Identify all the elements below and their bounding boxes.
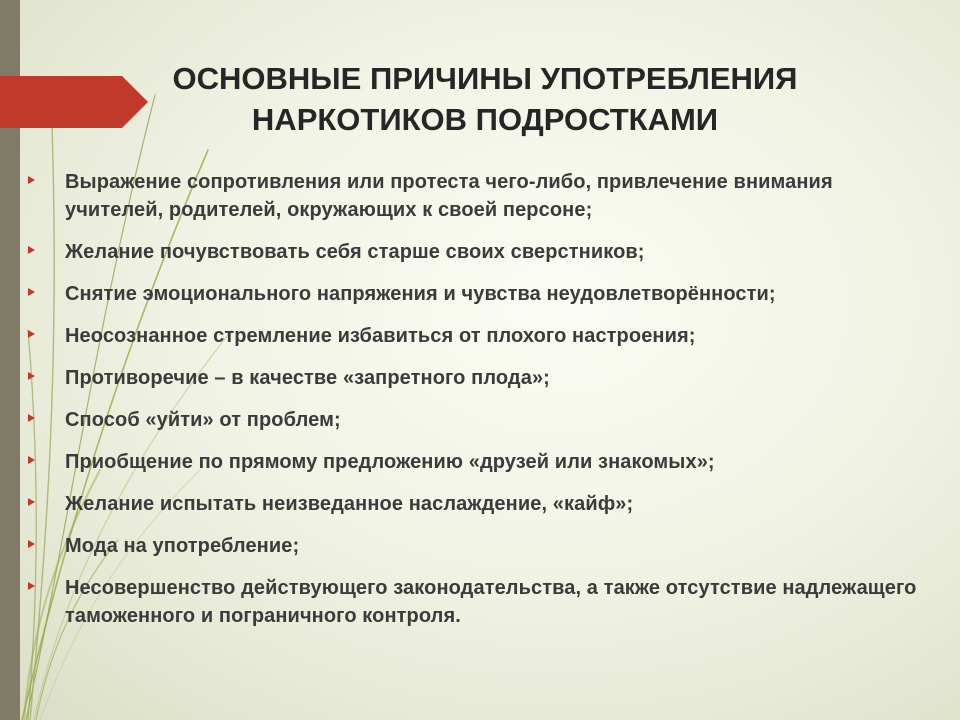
page-title	[90, 58, 880, 140]
list-item	[28, 490, 928, 518]
list-item-text: Желание почувствовать себя старше своих сверстников;	[65, 241, 645, 263]
list-item-text: Приобщение по прямому предложению «друзей или знакомых»;	[65, 451, 715, 473]
page-title-line: НАРКОТИКОВ ПОДРОСТКАМИ	[251, 102, 719, 137]
list-item	[28, 574, 928, 630]
small-arrow-bullet-icon	[28, 540, 35, 548]
list-item-text: Неосознанное стремление избавиться от плохого настроения;	[65, 325, 696, 347]
small-arrow-bullet-icon	[28, 330, 35, 338]
list-item-text: Противоречие – в качестве «запретного плода»;	[65, 367, 550, 389]
small-arrow-bullet-icon	[28, 414, 35, 422]
list-item	[28, 322, 928, 350]
small-arrow-bullet-icon	[28, 582, 35, 590]
page-title-line: ОСНОВНЫЕ ПРИЧИНЫ УПОТРЕБЛЕНИЯ	[172, 61, 798, 96]
small-arrow-bullet-icon	[28, 176, 35, 184]
list-item-text: Мода на употребление;	[65, 535, 300, 557]
list-item	[28, 364, 928, 392]
list-item-text: Способ «уйти» от проблем;	[65, 409, 341, 431]
small-arrow-bullet-icon	[28, 498, 35, 506]
reasons-list	[28, 168, 928, 630]
list-item	[28, 448, 928, 476]
list-item	[28, 532, 928, 560]
list-item	[28, 280, 928, 308]
small-arrow-bullet-icon	[28, 456, 35, 464]
list-item	[28, 406, 928, 434]
list-item-text: Снятие эмоционального напряжения и чувства неудовлетворённости;	[65, 283, 776, 305]
list-item	[28, 238, 928, 266]
list-item-text: Несовершенство действующего законодательства, а также отсутствие надлежащего таможенного и пограничного контроля.	[65, 577, 917, 627]
small-arrow-bullet-icon	[28, 288, 35, 296]
list-item-text: Желание испытать неизведанное наслаждение, «кайф»;	[65, 493, 634, 515]
list-item	[28, 168, 928, 224]
small-arrow-bullet-icon	[28, 372, 35, 380]
list-item-text: Выражение сопротивления или протеста чего-либо, привлечение внимания учителей, родителей, окружающих к своей персоне;	[65, 171, 833, 221]
small-arrow-bullet-icon	[28, 246, 35, 254]
